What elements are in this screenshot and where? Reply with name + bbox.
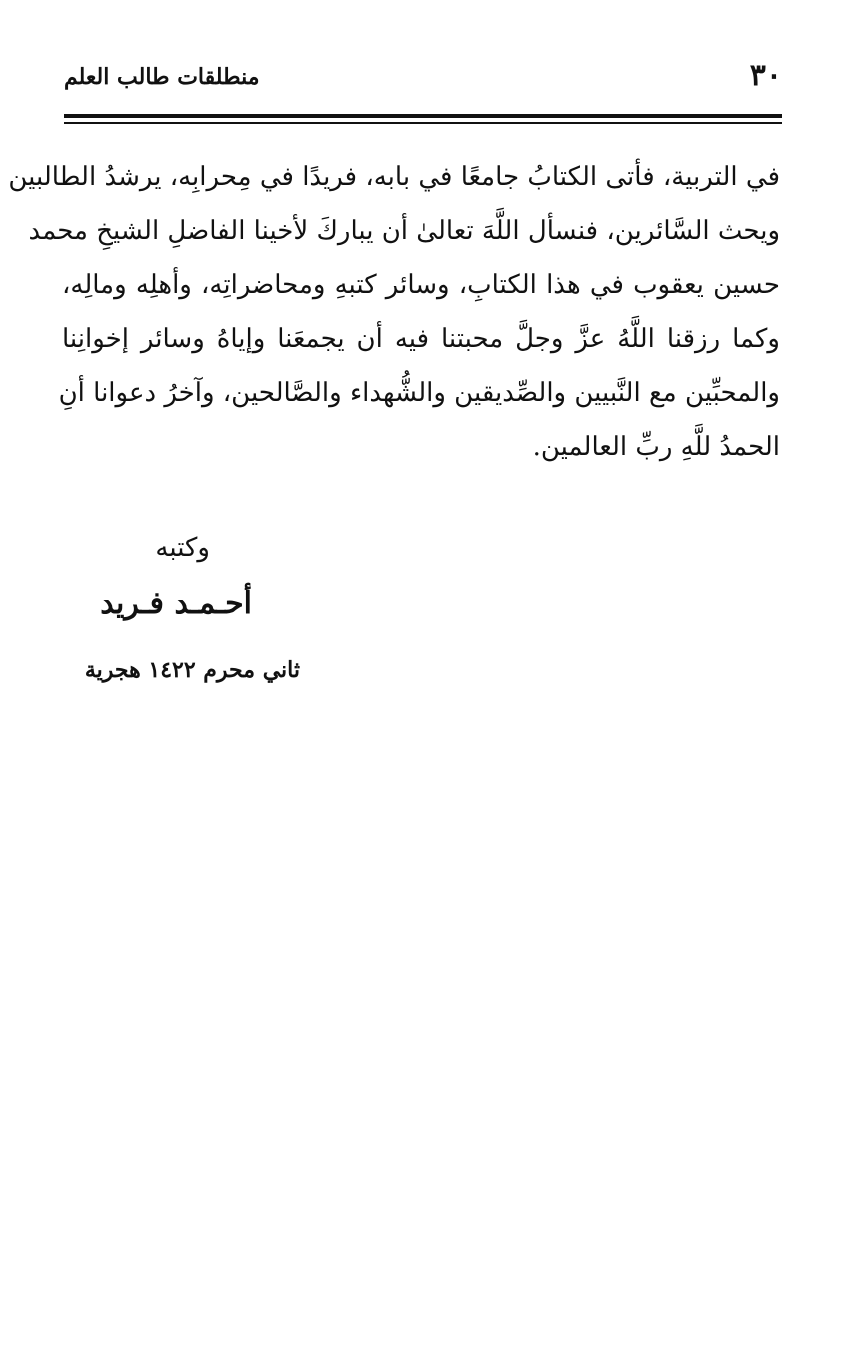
body-line: في التربية، فأتى الكتابُ جامعًا في بابه، فريدًا في مِحرابِه، يرشدُ الطالبين	[8, 162, 780, 192]
header-rule-thick	[64, 114, 782, 118]
page-header	[64, 58, 782, 98]
body-line: الحمدُ للَّهِ ربِّ العالمين.	[532, 432, 780, 462]
body-line: حسين يعقوب في هذا الكتابِ، وسائر كتبهِ ومحاضراتِه، وأهلِه ومالِه،	[62, 270, 780, 300]
signature-date: ثاني محرم ١٤٢٢ هجرية	[84, 657, 300, 683]
header-rule-thin	[64, 122, 782, 124]
page-number: ٣٠	[749, 58, 782, 93]
body-paragraph	[8, 150, 780, 474]
signature-intro: وكتبه	[155, 533, 210, 563]
body-line: ويحث السَّائرين، فنسأل اللَّهَ تعالىٰ أن يباركَ لأخينا الفاضلِ الشيخِ محمد	[28, 216, 780, 246]
body-line: وكما رزقنا اللَّهُ عزَّ وجلَّ محبتنا فيه أن يجمعَنا وإياهُ وسائر إخوانِنا	[62, 324, 780, 354]
running-head-title: منطلقات طالب العلم	[64, 64, 260, 90]
body-line: والمحبِّين مع النَّبيين والصِّديقين والشُّهداء والصَّالحين، وآخرُ دعوانا أنِ	[58, 378, 780, 408]
author-name: أحـمـد فـريد	[100, 586, 252, 621]
